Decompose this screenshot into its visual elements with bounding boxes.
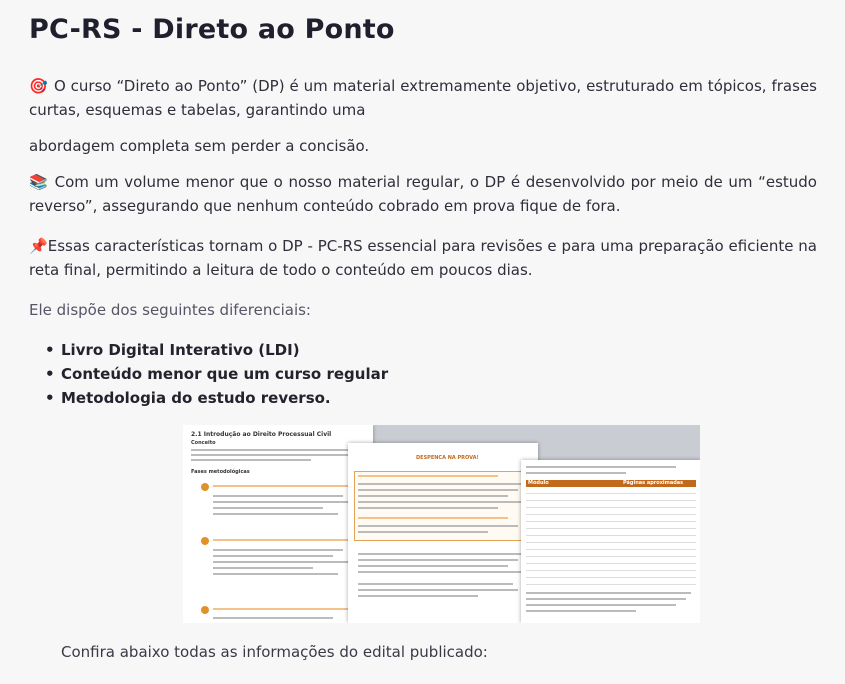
list-item: • Livro Digital Interativo (LDI) xyxy=(45,338,388,362)
preview-table-col1: Módulo xyxy=(528,480,549,486)
preview-page-3 xyxy=(521,460,700,623)
preview-table-col2: Páginas aproximadas xyxy=(623,480,684,486)
intro-paragraph-continued: abordagem completa sem perder a concisão. xyxy=(29,137,370,155)
books-icon: 📚 xyxy=(29,173,48,191)
preview-page1-subtitle: Conceito xyxy=(191,440,216,446)
list-item: • Conteúdo menor que um curso regular xyxy=(45,362,388,386)
target-icon: 🎯 xyxy=(29,77,48,95)
preview-page-1 xyxy=(183,425,373,623)
preview-page-2 xyxy=(348,443,538,623)
preview-page1-title: 2.1 Introdução ao Direito Processual Civil xyxy=(191,431,332,438)
preview-banner: DESPENCA NA PROVA! xyxy=(416,455,479,461)
preview-page1-section: Fases metodológicas xyxy=(191,469,250,475)
features-paragraph xyxy=(29,234,817,282)
edital-caption: Confira abaixo todas as informações do edital publicado: xyxy=(61,643,488,661)
material-preview-image xyxy=(183,425,700,623)
page-title: PC-RS - Direto ao Ponto xyxy=(29,14,395,45)
volume-paragraph xyxy=(29,170,817,218)
differentials-intro: Ele dispõe dos seguintes diferenciais: xyxy=(29,301,311,319)
differentials-list xyxy=(45,338,388,410)
pushpin-icon: 📌 xyxy=(29,237,48,255)
features-text: Essas características tornam o DP - PC-RS essencial para revisões e para uma preparação eficiente na reta final, permitindo a leitura de todo o conteúdo em poucos dias. xyxy=(29,237,817,279)
list-item: • Metodologia do estudo reverso. xyxy=(45,386,388,410)
volume-text: Com um volume menor que o nosso material regular, o DP é desenvolvido por meio de um “estudo reverso”, assegurando que nenhum conteúdo cobrado em prova fique de fora. xyxy=(29,173,817,215)
intro-text: O curso “Direto ao Ponto” (DP) é um material extremamente objetivo, estruturado em tópicos, frases curtas, esquemas e tabelas, garantindo uma xyxy=(29,77,817,119)
intro-paragraph xyxy=(29,74,817,122)
